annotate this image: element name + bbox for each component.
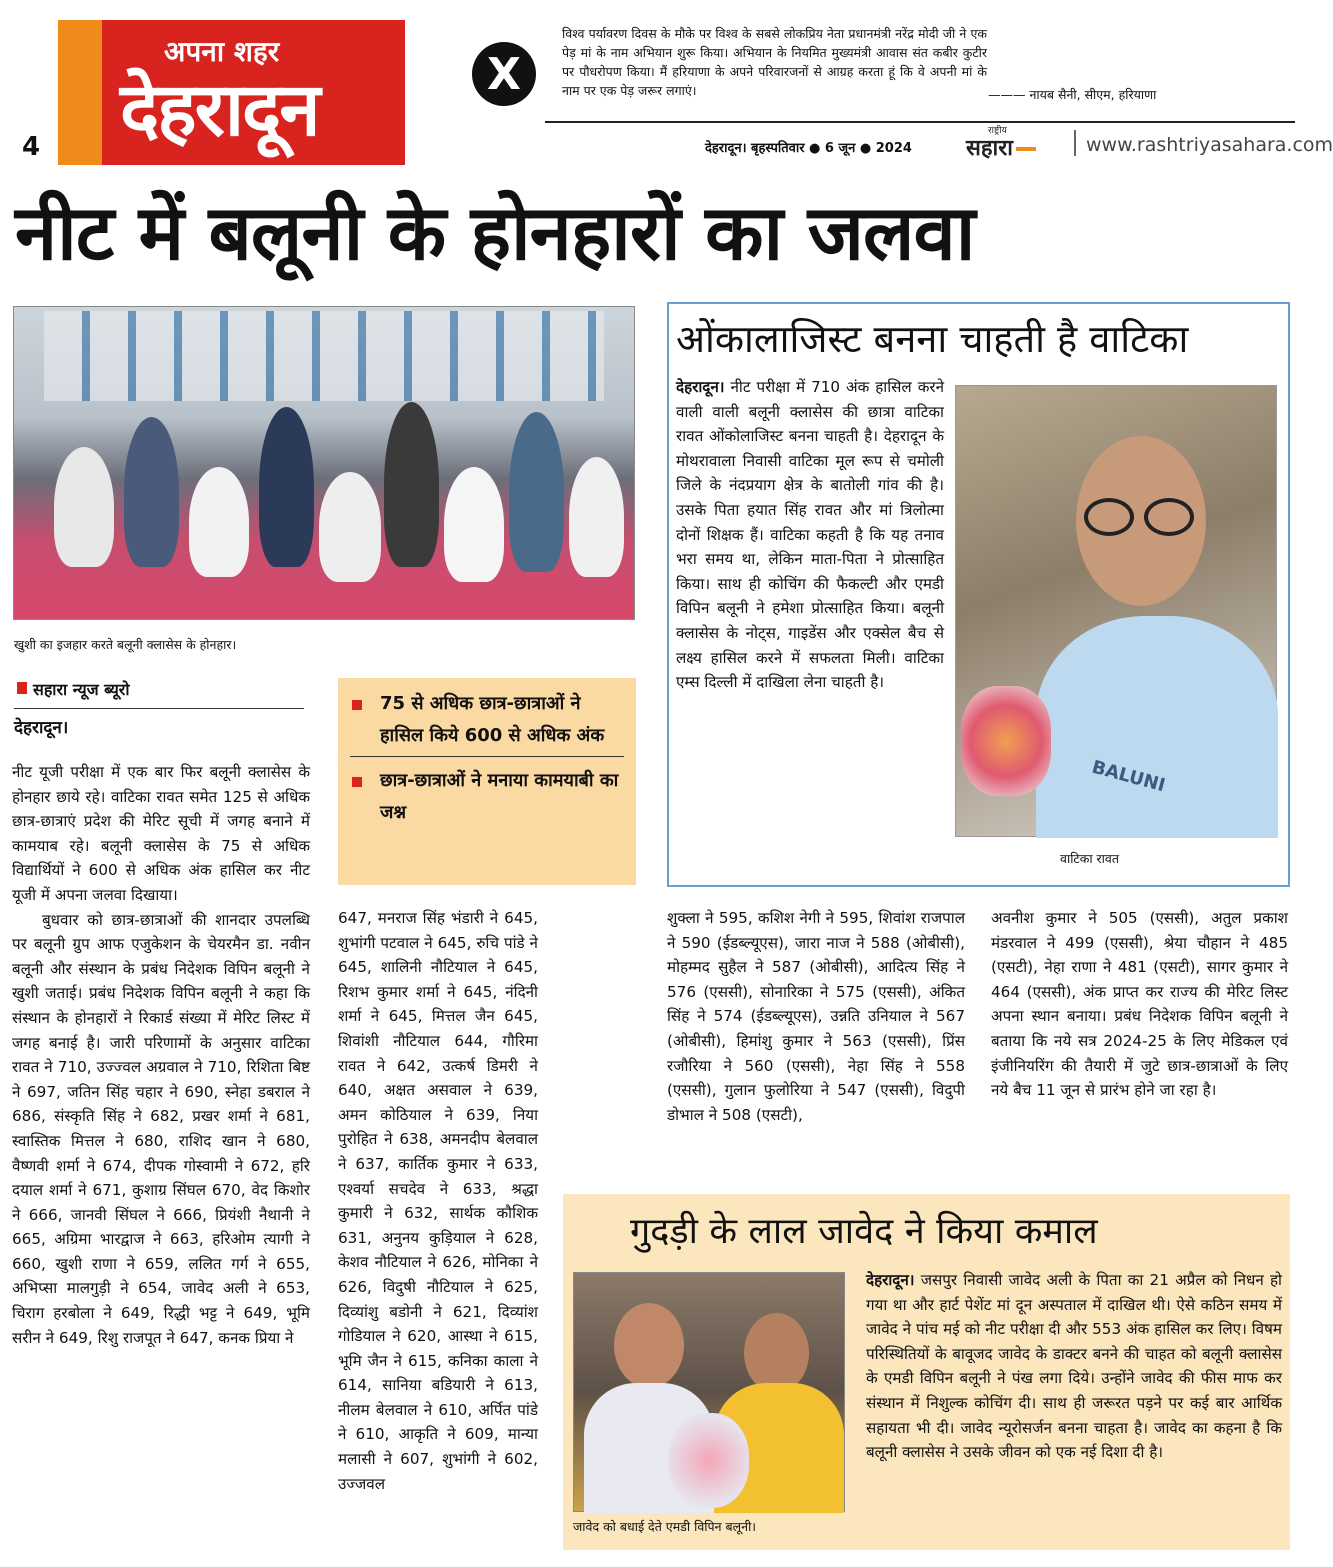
- article-paragraph: शुक्ला ने 595, कशिश नेगी ने 595, शिवांश राजपाल ने 590 (ईडब्ल्यूएस), जारा नाज ने 588 (ओबीसी), मोहम्मद सुहैल ने 587 (ओबीसी), आदित्य सिंह ने 576 (एससी), सोनारिका ने 575 (एससी), अंकित सिंह ने 574 (ईडब्ल्यूएस), उन्नति उनियाल ने 567 (ओबीसी), हिमांशु कुमार ने 563 (एससी), प्रिंस रजौरिया ने 560 (एससी), नेहा सिंह ने 558 (एससी), गुलान फुलोरिया ने 547 (एससी), विदुपी डोभाल ने 508 (एसटी),: [667, 909, 965, 1124]
- article-column-3: [667, 906, 965, 1127]
- byline-marker: [17, 682, 27, 694]
- article-column-4: [991, 906, 1288, 1103]
- javed-story-title: गुदड़ी के लाल जावेद ने किया कमाल: [630, 1211, 1098, 1252]
- quote-author: ——— नायब सैनी, सीएम, हरियाणा: [988, 87, 1157, 102]
- group-photo: [13, 306, 635, 620]
- vatika-photo-caption: वाटिका रावत: [1060, 851, 1119, 866]
- glasses-left: [1084, 498, 1134, 536]
- newspaper-name-bar: [1016, 147, 1036, 151]
- javed-photo-caption: जावेद को बधाई देते एमडी विपिन बलूनी।: [573, 1519, 757, 1534]
- article-paragraph: बुधवार को छात्र-छात्राओं की शानदार उपलब्धि पर बलूनी ग्रुप आफ एजुकेशन के चेयरमैन डा. नवीन बलूनी और संस्थान के प्रबंध निदेशक विपिन बलूनी ने खुशी जताई। प्रबंध निदेशक विपिन बलूनी ने कहा कि संस्थान के होनहारों ने रिकार्ड संख्या में मेरिट लिस्ट में जगह बनाई है। जारी परिणामों के अनुसार वाटिका रावत ने 710, उज्ज्वल अग्रवाल ने 710, रिशिता बिष्ट ने 697, जतिन सिंह चहार ने 690, स्नेहा डबराल ने 686, संस्कृति सिंह ने 682, प्रखर शर्मा ने 681, स्वास्तिक मित्तल ने 680, राशिद खान ने 680, वैष्णवी शर्मा ने 674, दीपक गोस्वामी ने 672, हरि दयाल शर्मा ने 671, कुशाग्र सिंघल 670, वेद किशोर ने 666, जानवी सिंघल ने 666, प्रियंशी नैथानी ने 665, अग्रिमा भारद्वाज ने 663, हरिओम त्यागी ने 660, खुशी राणा ने 659, ललित गर्ग ने 655, अभिप्सा मालगुड़ी ने 654, जावेद अली ने 653, चिराग हरबोला ने 649, रिद्धी भट्ट ने 649, भूमि सरीन ने 649, रिशु राजपूत ने 647, कनक प्रिया ने: [12, 910, 310, 1347]
- story-dateline: देहरादून।: [866, 1271, 915, 1289]
- stage-banner: [44, 311, 604, 401]
- city-edition-logo: [102, 20, 405, 165]
- group-photo-caption: खुशी का इजहार करते बलूनी क्लासेस के होनहार।: [14, 637, 237, 652]
- article-column-1: [12, 760, 310, 1350]
- article-column-2: [338, 906, 538, 1496]
- story-dateline: देहरादून।: [676, 378, 725, 396]
- newspaper-name-text: सहारा: [966, 136, 1013, 161]
- x-social-icon: X: [472, 42, 536, 106]
- highlights-box: [338, 678, 636, 885]
- photo-figure: [384, 402, 439, 567]
- article-paragraph: [866, 1268, 1282, 1465]
- newspaper-name: [966, 126, 1036, 162]
- highlight-item: [350, 688, 624, 752]
- byline-rule: [14, 708, 304, 709]
- newspaper-name-prefix: राष्ट्रीय: [988, 126, 1007, 136]
- byline: सहारा न्यूज ब्यूरो: [33, 680, 130, 699]
- story-text: जसपुर निवासी जावेद अली के पिता का 21 अप्रैल को निधन हो गया था और हार्ट पेशेंट मां दून अस्पताल में दाखिल थी। ऐसे कठिन समय में जावेद ने पांच मई को नीट परीक्षा दी और 553 अंक हासिल कर लिए। विषम परिस्थितियों के बावूजद जावेद के डाक्टर बनने की चाहत को बलूनी क्लासेस के एमडी विपिन बलूनी ने पंख लगा दिये। उन्होंने जावेद की फीस माफ कर संस्थान में निशुल्क कोचिंग दी। साथ ही जरूरत पड़ने पर कई बार आर्थिक सहायता भी दी। जावेद न्यूरोसर्जन बनना चाहता है। जावेद का कहना है कि बलूनी क्लासेस ने उसके जीवन को एक नई दिशा दी है।: [866, 1271, 1282, 1462]
- photo-figure: [614, 1303, 684, 1388]
- masthead-accent-strip: [58, 20, 102, 165]
- shirt-logo: BALUNI: [1089, 756, 1168, 797]
- photo-figure: [259, 407, 314, 567]
- masthead-rule: [545, 121, 1295, 123]
- masthead-separator: [1074, 130, 1076, 156]
- vatika-story-body: [676, 375, 944, 695]
- photo-figure: [124, 417, 179, 567]
- photo-figure: [319, 472, 381, 582]
- article-paragraph: 647, मनराज सिंह भंडारी ने 645, शुभांगी पटवाल ने 645, रुचि पांडे ने 645, शालिनी नौटियाल ने 645, रिशभ कुमार शर्मा ने 645, नंदिनी शर्मा ने 645, मित्तल जैन 645, शिवांशी नौटियाल 644, गौरिमा रावत ने 642, उत्कर्ष डिमरी ने 640, अक्षत असवाल ने 639, अमन कोठियाल ने 639, निया पुरोहित ने 638, अमनदीप बेलवाल ने 637, कार्तिक कुमार ने 633, एश्वर्या सचदेव ने 633, श्रद्धा कुमारी ने 632, सार्थक कौशिक 631, अनुनय कुड़ियाल ने 628, केशव नौटियाल ने 626, मोनिका ने 626, विदुषी नौटियाल ने 625, दिव्यांशु बडोनी ने 621, दिव्यांश गोडियाल ने 620, आस्था ने 615, भूमि जैन ने 615, कनिका काला ने 614, सानिया बडियारी ने 613, नीलम बेलवाल ने 610, अर्पित पांडे ने 610, आकृति ने 609, मान्या मलासी ने 607, शुभांगी ने 602, उज्जवल: [338, 909, 538, 1493]
- main-headline: नीट में बलूनी के होनहारों का जलवा: [15, 188, 975, 277]
- highlight-item: [350, 765, 624, 829]
- place-dateline: देहरादून।: [14, 718, 69, 738]
- website-url[interactable]: www.rashtriyasahara.com: [1086, 134, 1333, 156]
- javed-photo: [573, 1272, 845, 1512]
- bullet-square-icon: [352, 700, 362, 710]
- portrait-shirt: [1036, 616, 1278, 838]
- story-text: नीट परीक्षा में 710 अंक हासिल करने वाली वाली बलूनी क्लासेस की छात्रा वाटिका रावत ओंकोलाजिस्ट बनना चाहती है। देहरादून के मोथरावाला निवासी वाटिका मूल रूप से चमोली जिले के नंदप्रयाग क्षेत्र के बातोली गांव की है। उसके पिता हयात सिंह रावत और मां त्रिलोत्मा दोनों शिक्षक हैं। वाटिका कहती है कि यह तनाव भरा समय था, लेकिन माता-पिता ने प्रोत्साहित किया। साथ ही कोचिंग की फैकल्टी और एमडी विपिन बलूनी ने हमेशा प्रोत्साहित किया। बलूनी क्लासेस के नोट्स, गाइडेंस और एक्सेल बैच से लक्ष्य हासिल करने में सफलता मिली। वाटिका एम्स दिल्ली में दाखिला लेना चाहती है।: [676, 378, 944, 692]
- article-paragraph: [676, 375, 944, 695]
- logo-tagline: अपना शहर: [164, 35, 280, 68]
- flower-bouquet: [669, 1413, 749, 1508]
- logo-city-name: देहरादून: [120, 67, 319, 153]
- photo-figure: [509, 412, 564, 572]
- article-paragraph: अवनीश कुमार ने 505 (एससी), अतुल प्रकाश मंडरवाल ने 499 (एससी), श्रेया चौहान ने 485 (एसटी), नेहा राणा ने 481 (एसटी), सागर कुमार ने 464 (एससी), अंक प्राप्त कर राज्य की मेरिट लिस्ट अपना स्थान बनाया। प्रबंध निदेशक विपिन बलूनी ने बताया कि नये सत्र 2024-25 के लिए मेडिकल एवं इंजीनियरिंग की तैयारी में जुटे छात्र-छात्राओं के लिए नये बैच 11 जून से प्रारंभ होने जा रहा है।: [991, 909, 1288, 1100]
- glasses-right: [1144, 498, 1194, 536]
- highlight-text: 75 से अधिक छात्र-छात्राओं ने हासिल किये 600 से अधिक अंक: [380, 693, 605, 746]
- dateline: देहरादून। बृहस्पतिवार ● 6 जून ● 2024: [705, 141, 912, 156]
- photo-figure: [189, 467, 249, 577]
- highlight-divider: [350, 756, 624, 757]
- flower-bouquet: [961, 686, 1051, 796]
- photo-figure: [54, 447, 114, 567]
- vatika-story-title: ओंकालाजिस्ट बनना चाहती है वाटिका: [676, 317, 1189, 361]
- photo-figure: [444, 467, 504, 582]
- bullet-square-icon: [352, 777, 362, 787]
- javed-story-body: [866, 1268, 1282, 1465]
- photo-figure: [744, 1313, 809, 1393]
- social-quote: विश्व पर्यावरण दिवस के मौके पर विश्व के सबसे लोकप्रिय नेता प्रधानमंत्री नरेंद्र मोदी जी ने एक पेड़ मां के नाम अभियान शुरू किया। अभियान के नियमित मुख्यमंत्री आवास संत कबीर कुटीर पर पौधरोपण किया। मैं हरियाणा के अपने परिवारजनों से आग्रह करता हूं कि वे अपनी मां के नाम पर एक पेड़ जरूर लगाएं।: [562, 26, 987, 98]
- highlight-text: छात्र-छात्राओं ने मनाया कामयाबी का जश्न: [380, 770, 619, 823]
- photo-figure: [569, 457, 624, 577]
- vatika-portrait-photo: [955, 385, 1277, 837]
- article-paragraph: नीट यूजी परीक्षा में एक बार फिर बलूनी क्लासेस के होनहार छाये रहे। वाटिका रावत समेत 125 से अधिक छात्र-छात्राएं प्रदेश की मेरिट सूची में जगह बनाने में कामयाब रहे। बलूनी क्लासेस के 75 से अधिक विद्यार्थियों ने 600 से अधिक अंक हासिल कर नीट यूजी में अपना जलवा दिखाया।: [12, 763, 310, 904]
- page-number: 4: [22, 132, 41, 162]
